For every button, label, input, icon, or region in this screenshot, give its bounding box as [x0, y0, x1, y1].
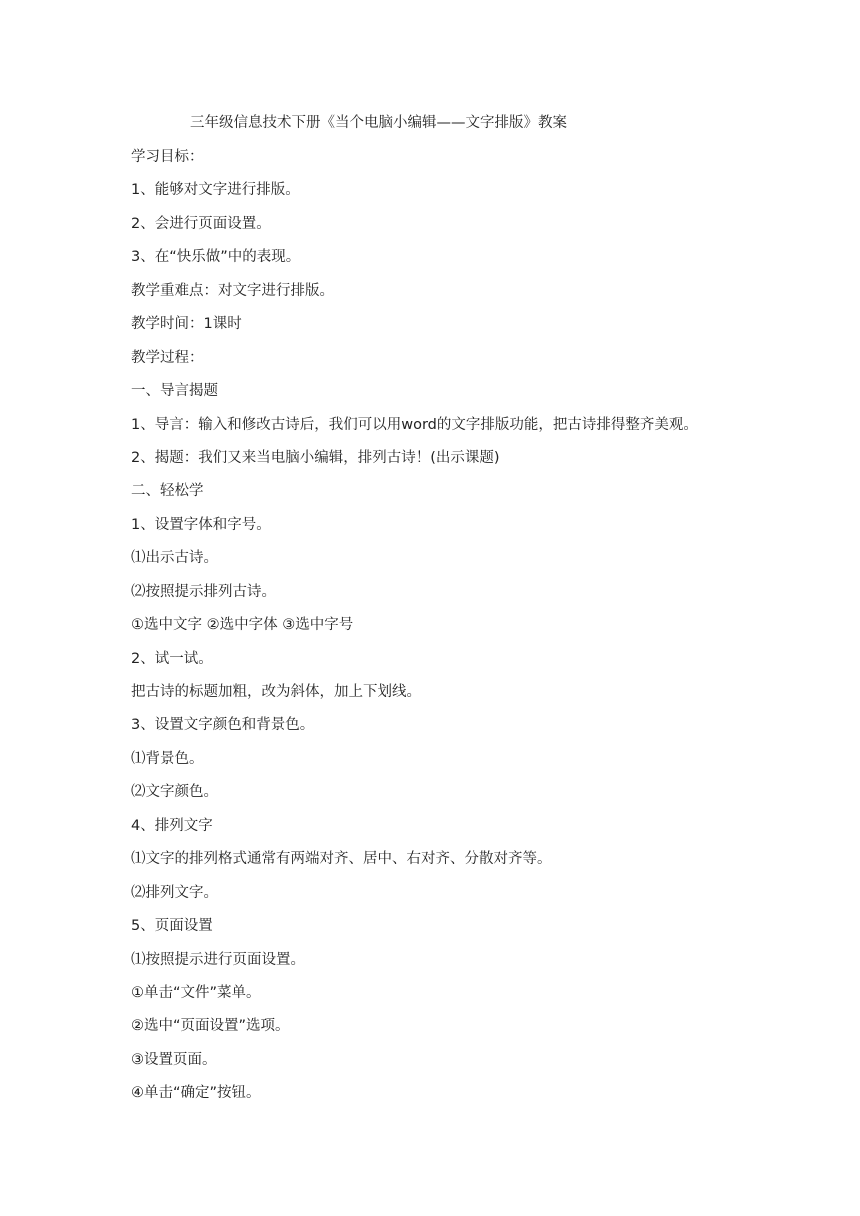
section-heading-objectives: 学习目标： — [131, 149, 204, 165]
paragraph-line: 教学时间：1课时 — [131, 316, 242, 333]
paragraph-line: 3、设置文字颜色和背景色。 — [131, 717, 315, 734]
paragraph-line: ⑵文字颜色。 — [131, 784, 218, 801]
paragraph-line: 5、页面设置 — [131, 918, 213, 935]
paragraph-line: ⑴出示古诗。 — [131, 550, 218, 567]
paragraph-line: 1、能够对文字进行排版。 — [131, 182, 300, 199]
paragraph-line: 2、试一试。 — [131, 650, 213, 667]
paragraph-line: ⑵排列文字。 — [131, 884, 218, 901]
paragraph-line: 2、会进行页面设置。 — [131, 215, 271, 232]
paragraph-line: 教学重难点：对文字进行排版。 — [131, 282, 334, 299]
paragraph-line: ①单击“文件”菜单。 — [131, 984, 261, 1001]
paragraph-line: 1、导言：输入和修改古诗后，我们可以用word的文字排版功能，把古诗排得整齐美观。 — [131, 416, 698, 433]
paragraph-line: 二、轻松学 — [131, 483, 204, 500]
paragraph-line: 一、导言揭题 — [131, 383, 218, 400]
document-body — [131, 146, 831, 1116]
paragraph-line: ⑴文字的排列格式通常有两端对齐、居中、右对齐、分散对齐等。 — [131, 851, 552, 868]
paragraph-line: ②选中“页面设置”选项。 — [131, 1018, 290, 1035]
paragraph-line: 3、在“快乐做”中的表现。 — [131, 249, 301, 266]
document-title: 三年级信息技术下册《当个电脑小编辑——文字排版》教案 — [190, 115, 567, 131]
paragraph-line: ⑵按照提示排列古诗。 — [131, 583, 276, 600]
paragraph-line: ⑴背景色。 — [131, 750, 204, 767]
paragraph-line: ⑴按照提示进行页面设置。 — [131, 951, 305, 968]
paragraph-line: 把古诗的标题加粗，改为斜体，加上下划线。 — [131, 684, 421, 700]
paragraph-line: ③设置页面。 — [131, 1051, 217, 1068]
section-heading-process: 教学过程： — [131, 349, 204, 366]
paragraph-line: ①选中文字 ②选中字体 ③选中字号 — [131, 617, 354, 634]
paragraph-line: 2、揭题：我们又来当电脑小编辑，排列古诗！(出示课题) — [131, 449, 500, 466]
paragraph-line: 4、排列文字 — [131, 817, 213, 834]
paragraph-line: ④单击“确定”按钮。 — [131, 1085, 261, 1102]
paragraph-line: 1、设置字体和字号。 — [131, 516, 271, 533]
